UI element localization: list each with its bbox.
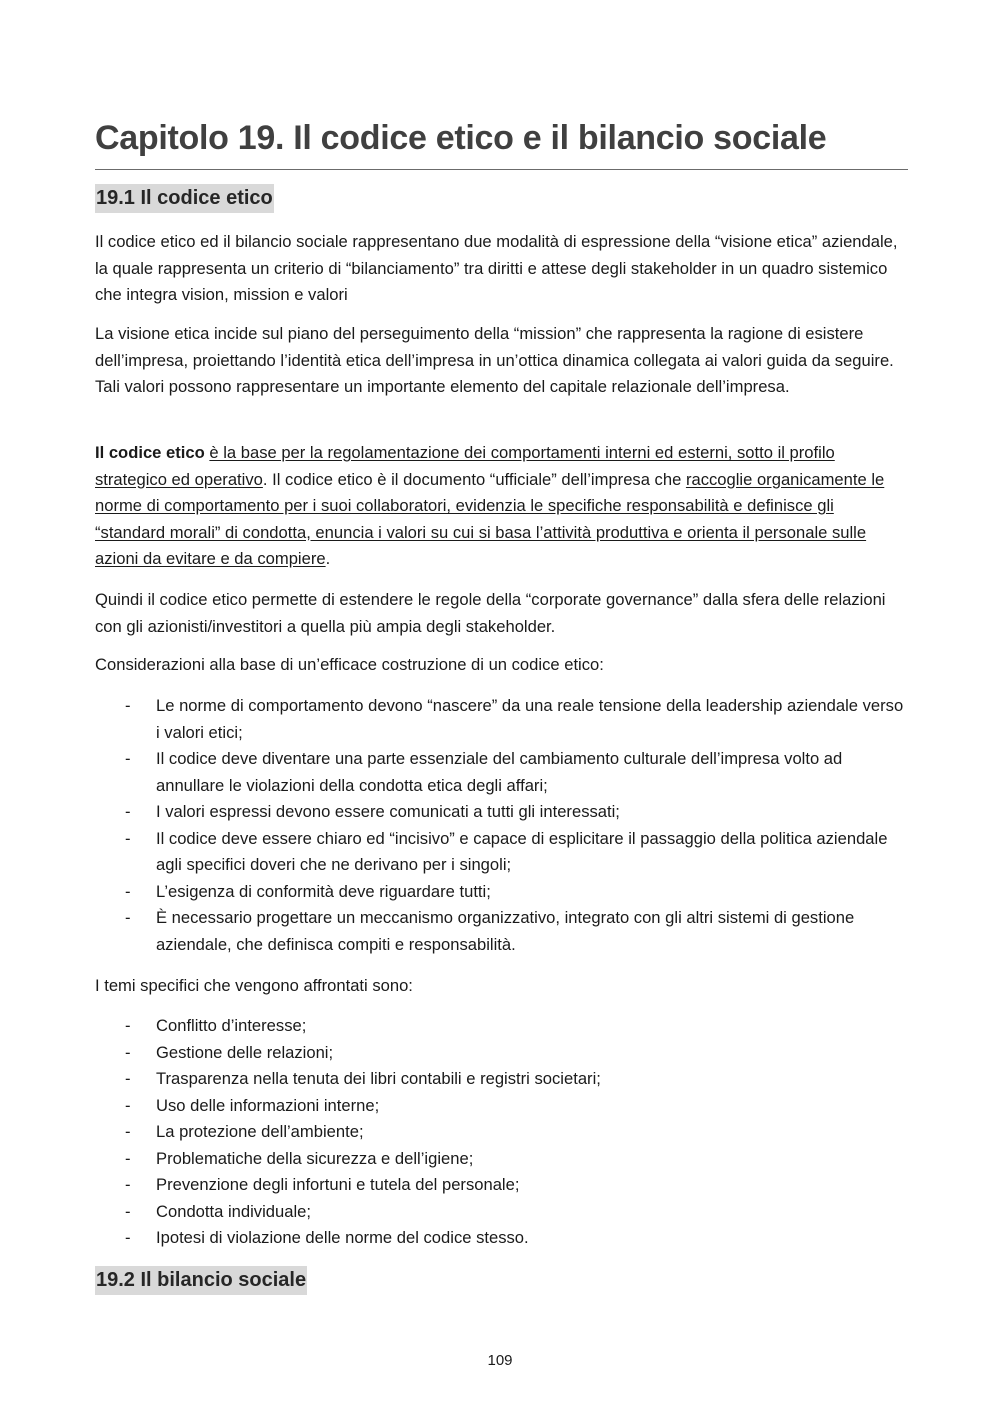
bold-term: Il codice etico [95, 443, 205, 462]
list-item: - Il codice deve essere chiaro ed “incisivo” e capace di esplicitare il passaggio della politica aziendale agli specifici doveri che ne derivano per i singoli; [95, 826, 905, 879]
paragraph-codice-etico [95, 440, 905, 573]
paragraph-considerazioni: Considerazioni alla base di un’efficace costruzione di un codice etico: [95, 655, 604, 674]
list-item: - Uso delle informazioni interne; [95, 1093, 905, 1120]
list-item: - I valori espressi devono essere comunicati a tutti gli interessati; [95, 799, 905, 826]
paragraph-intro: Il codice etico ed il bilancio sociale rappresentano due modalità di espressione della “visione etica” aziendale, la quale rappresenta un criterio di “bilanciamento” tra diritti e attese degli stakeholder in un quadro sistemico che integra vision, mission e valori [95, 232, 898, 304]
list-dash: - [125, 1016, 131, 1035]
section-heading-19-2: 19.2 Il bilancio sociale [95, 1266, 307, 1295]
paragraph-visione-etica: La visione etica incide sul piano del perseguimento della “mission” che rappresenta la ragione di esistere dell’impresa, proiettando l’identità etica dell’impresa in un’ottica dinamica collegata ai valori guida da seguire. Tali valori possono rappresentare un importante elemento del capitale relazionale dell’impresa. [95, 324, 894, 396]
list-item: - Il codice deve diventare una parte essenziale del cambiamento culturale dell’impresa volto ad annullare le violazioni della condotta etica degli affari; [95, 746, 905, 799]
list-dash: - [125, 1148, 131, 1168]
list-dash: - [125, 696, 131, 715]
paragraph-text: . [325, 549, 331, 568]
list-dash: - [125, 749, 131, 768]
list-item: - Trasparenza nella tenuta dei libri contabili e registri societari; [95, 1066, 905, 1093]
list-item: - Gestione delle relazioni; [95, 1040, 905, 1067]
list-item: - Ipotesi di violazione delle norme del codice stesso. [95, 1225, 905, 1252]
topics-list [95, 1013, 905, 1252]
list-dash: - [125, 908, 131, 927]
list-dash: - [125, 881, 131, 901]
underlined-definition: raccoglie organicamente le norme di comportamento per i suoi collaboratori, evidenzia le specifiche responsabilità e definisce gli “standard morali” di condotta, enuncia i valori su cui si basa l’attività produttiva e orienta il personale sulle azioni da evitare e da compiere [95, 469, 885, 568]
list-dash: - [125, 1042, 131, 1062]
underlined-definition: è la base per la regolamentazione dei comportamenti interni ed esterni, sotto il profilo strategico ed operativo [95, 443, 835, 489]
list-dash: - [125, 828, 131, 848]
section-heading-19-1: 19.1 Il codice etico [95, 184, 274, 213]
list-dash: - [125, 802, 131, 821]
paragraph-temi-specifici: I temi specifici che vengono affrontati sono: [95, 976, 413, 995]
paragraph-corporate-governance: Quindi il codice etico permette di estendere le regole della “corporate governance” dalla sfera delle relazioni con gli azionisti/investitori a quella più ampia degli stakeholder. [95, 590, 886, 636]
list-item: - È necessario progettare un meccanismo organizzativo, integrato con gli altri sistemi di gestione aziendale, che definisca compiti e responsabilità. [95, 905, 905, 958]
considerations-list [95, 693, 905, 958]
list-dash: - [125, 1069, 131, 1088]
list-item: - Conflitto d’interesse; [95, 1013, 905, 1040]
list-item: - L’esigenza di conformità deve riguardare tutti; [95, 879, 905, 906]
list-item: - Problematiche della sicurezza e dell’igiene; [95, 1146, 905, 1173]
title-divider [95, 169, 908, 170]
chapter-title: Capitolo 19. Il codice etico e il bilancio sociale [95, 119, 827, 157]
list-dash: - [125, 1122, 131, 1141]
list-item: - La protezione dell’ambiente; [95, 1119, 905, 1146]
list-dash: - [125, 1175, 131, 1194]
paragraph-text: . Il codice etico è il documento “ufficiale” dell’impresa che [262, 469, 686, 489]
list-item: - Prevenzione degli infortuni e tutela del personale; [95, 1172, 905, 1199]
list-item: - Le norme di comportamento devono “nascere” da una reale tensione della leadership aziendale verso i valori etici; [95, 693, 905, 746]
list-dash: - [125, 1201, 131, 1221]
list-dash: - [125, 1228, 131, 1247]
list-item: - Condotta individuale; [95, 1199, 905, 1226]
list-dash: - [125, 1095, 131, 1115]
page-number: 109 [487, 1352, 513, 1369]
